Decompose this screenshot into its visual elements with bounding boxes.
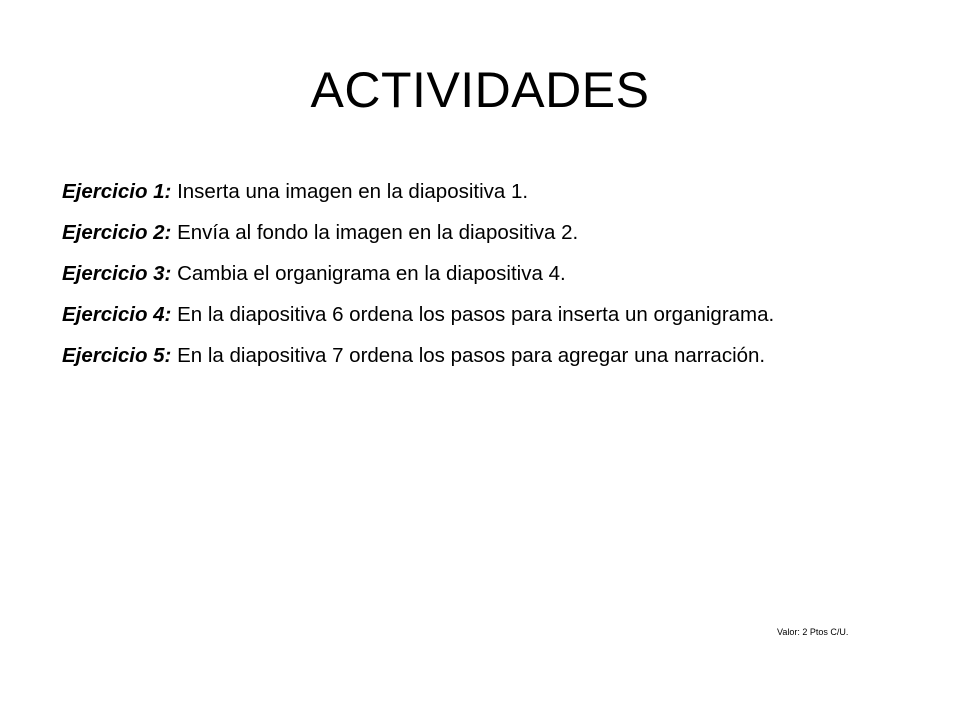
exercise-item-2 [62, 212, 942, 253]
slide-title: ACTIVIDADES [310, 62, 650, 118]
exercise-label: Ejercicio 4: [62, 303, 172, 326]
exercise-text: En la diapositiva 7 ordena los pasos para agregar una narración. [171, 344, 766, 367]
exercise-text: En la diapositiva 6 ordena los pasos para inserta un organigrama. [171, 303, 775, 326]
exercise-text: Cambia el organigrama en la diapositiva 4. [171, 262, 566, 285]
exercise-label: Ejercicio 5: [62, 344, 172, 367]
exercise-text: Inserta una imagen en la diapositiva 1. [171, 180, 529, 203]
points-value-note: Valor: 2 Ptos C/U. [777, 627, 849, 637]
exercise-list [62, 171, 942, 376]
exercise-label: Ejercicio 2: [62, 221, 172, 244]
exercise-item-4 [62, 294, 942, 335]
exercise-item-1 [62, 171, 942, 212]
exercise-item-5 [62, 335, 942, 376]
exercise-item-3 [62, 253, 942, 294]
exercise-text: Envía al fondo la imagen en la diapositiva 2. [171, 221, 579, 244]
exercise-label: Ejercicio 3: [62, 262, 172, 285]
exercise-label: Ejercicio 1: [62, 180, 172, 203]
